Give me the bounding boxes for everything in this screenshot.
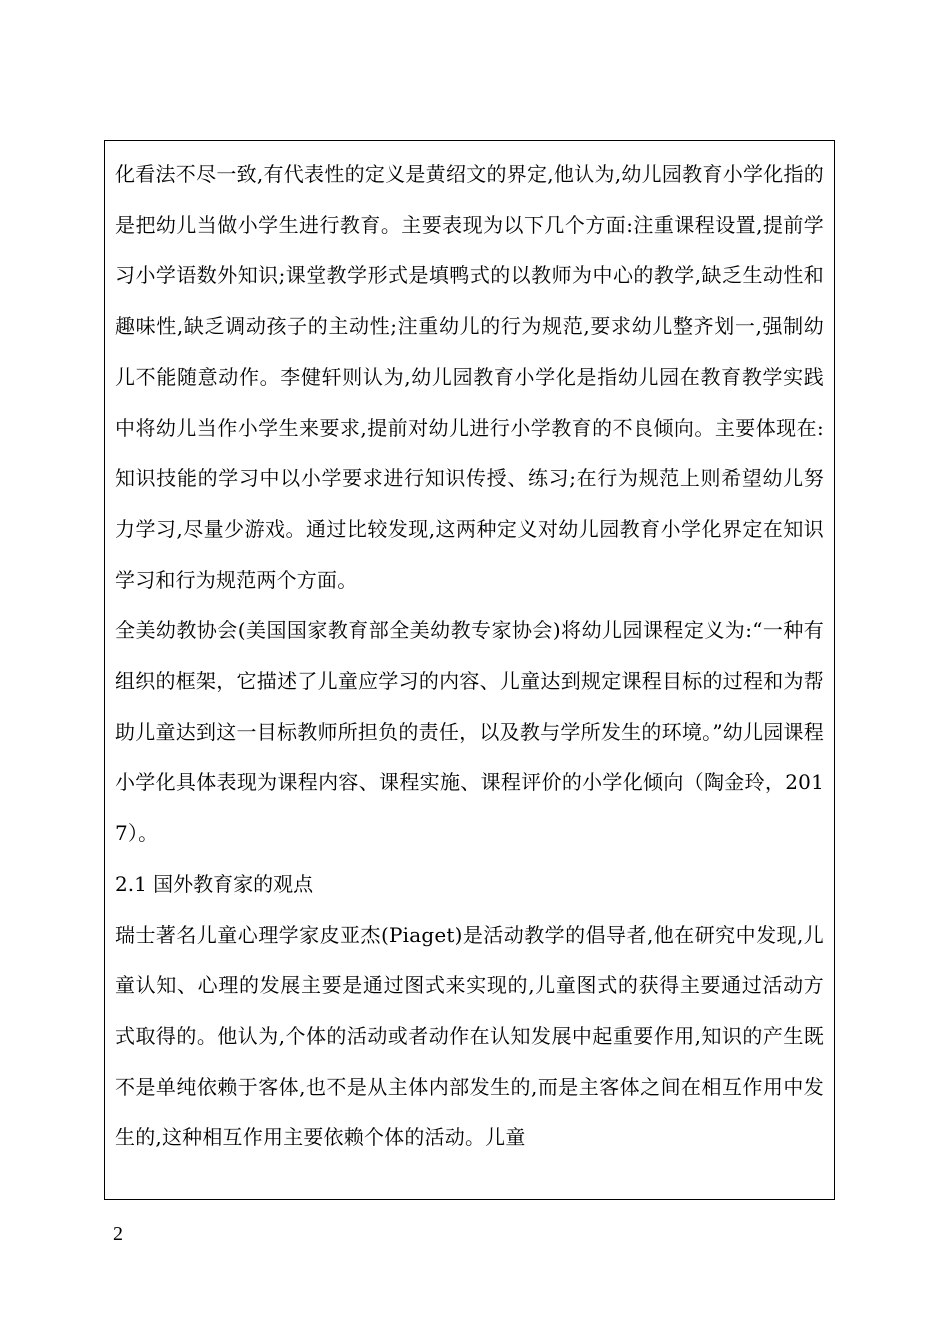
body-paragraph-1: 化看法不尽一致,有代表性的定义是黄绍文的界定,他认为,幼儿园教育小学化指的是把幼儿当做小学生进行教育。主要表现为以下几个方面:注重课程设置,提前学习小学语数外知识;课堂教学形式是填鸭式的以教师为中心的教学,缺乏生动性和趣味性,缺乏调动孩子的主动性;注重幼儿的行为规范,要求幼儿整齐划一,强制幼儿不能随意动作。李健轩则认为,幼儿园教育小学化是指幼儿园在教育教学实践中将幼儿当作小学生来要求,提前对幼儿进行小学教育的不良倾向。主要体现在:知识技能的学习中以小学要求进行知识传授、练习;在行为规范上则希望幼儿努力学习,尽量少游戏。通过比较发现,这两种定义对幼儿园教育小学化界定在知识学习和行为规范两个方面。: [115, 162, 824, 592]
document-text-frame: [104, 140, 835, 1200]
section-heading: 2.1 国外教育家的观点: [115, 871, 314, 896]
page-number: 2: [113, 1223, 123, 1245]
body-paragraph-3: 瑞士著名儿童心理学家皮亚杰(Piaget)是活动教学的倡导者,他在研究中发现,儿童认知、心理的发展主要是通过图式来实现的,儿童图式的获得主要通过活动方式取得的。他认为,个体的活动或者动作在认知发展中起重要作用,知识的产生既不是单纯依赖于客体,也不是从主体内部发生的,而是主客体之间在相互作用中发生的,这种相互作用主要依赖个体的活动。儿童: [115, 922, 824, 1150]
body-paragraph-2: 全美幼教协会(美国国家教育部全美幼教专家协会)将幼儿园课程定义为:“一种有组织的框架，它描述了儿童应学习的内容、儿童达到规定课程目标的过程和为帮助儿童达到这一目标教师所担负的责任，以及教与学所发生的环境。”幼儿园课程小学化具体表现为课程内容、课程实施、课程评价的小学化倾向（陶金玲，2017）。: [115, 618, 824, 846]
